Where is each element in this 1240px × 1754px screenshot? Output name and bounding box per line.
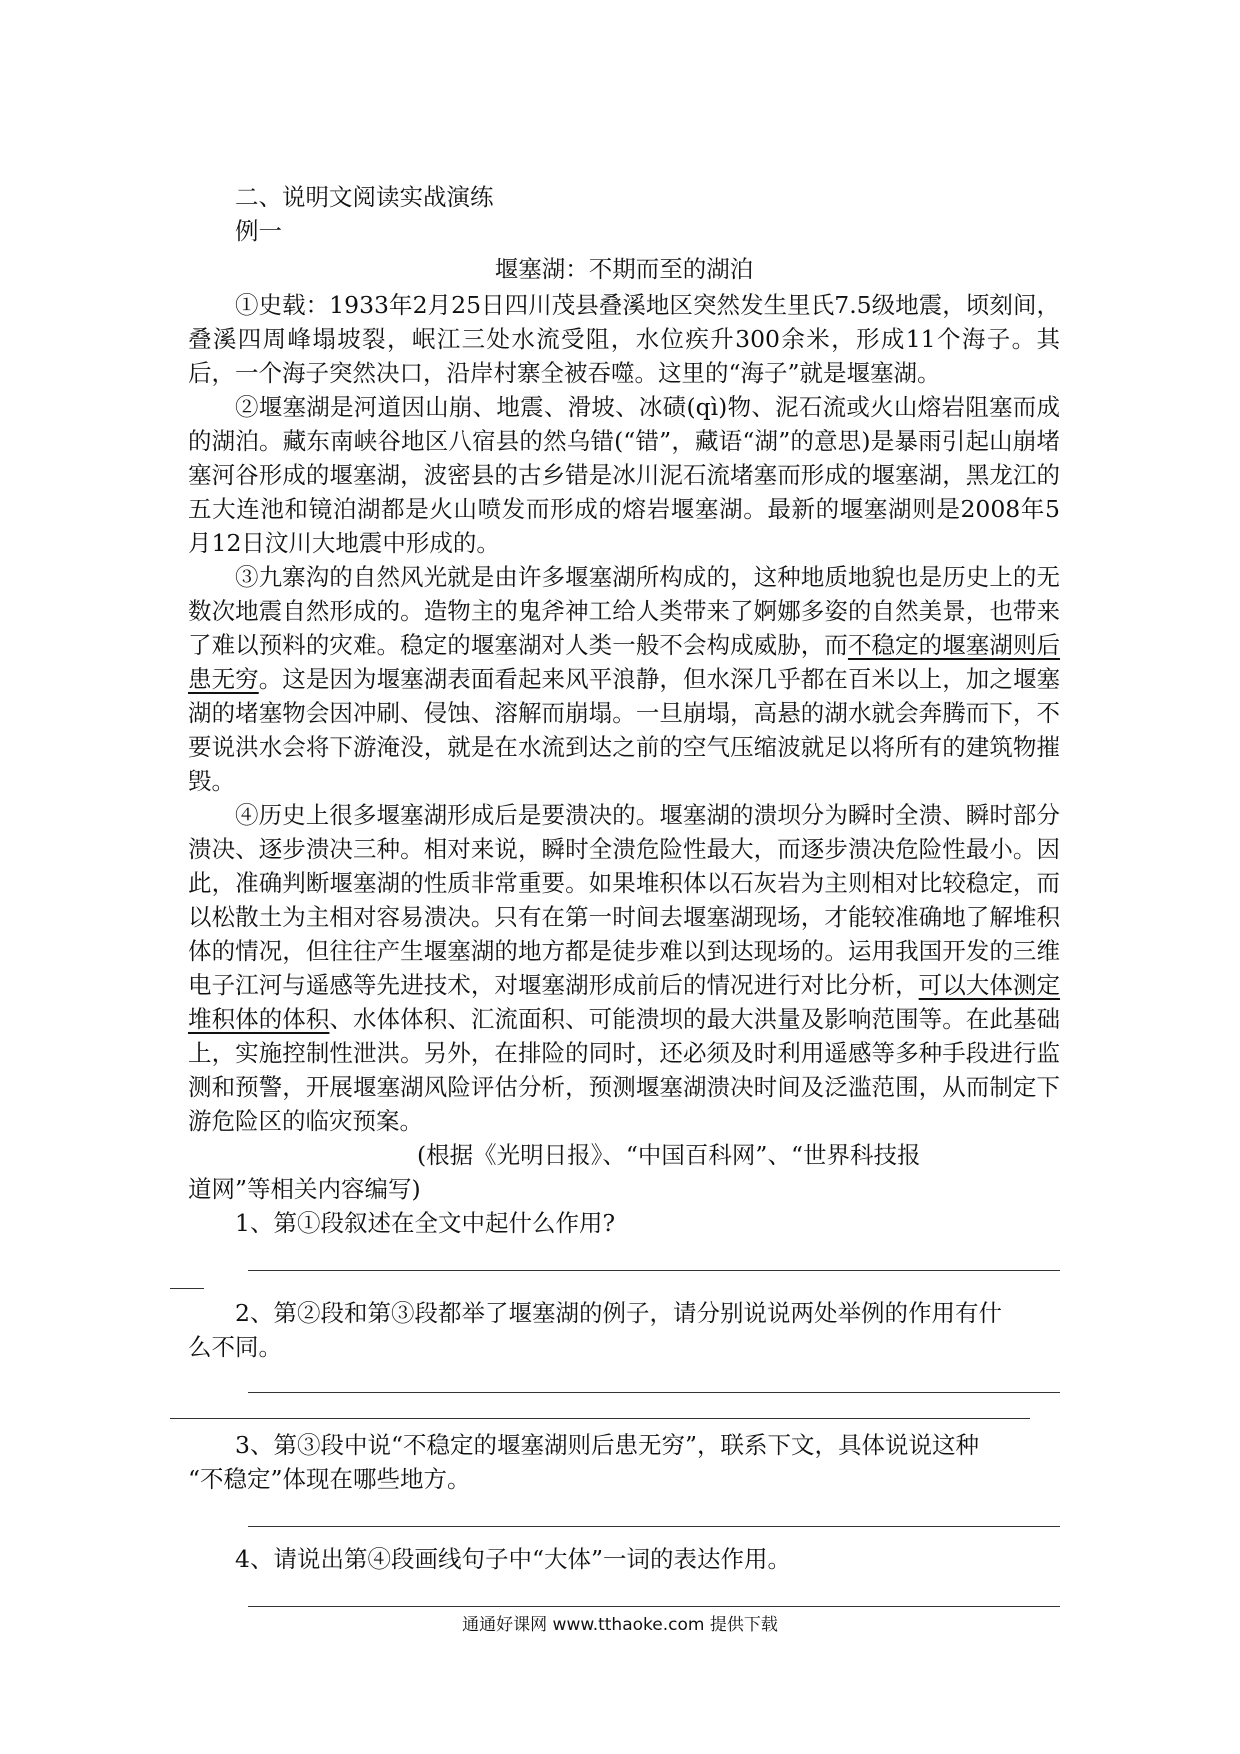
paragraph-3-text-b: 。这是因为堰塞湖表面看起来风平浪静，但水深几乎都在百米以上，加之堰塞湖的堵塞物会因冲刷、侵蚀、溶解而崩塌。一旦崩塌，高悬的湖水就会奔腾而下，不要说洪水会将下游淹没，就是在水流到达之前的空气压缩波就足以将所有的建筑物摧毁。 xyxy=(188,665,1061,795)
paragraph-3 xyxy=(188,560,1060,798)
answer-line xyxy=(248,1392,1060,1393)
paragraph-4-text-b: 、水体体积、汇流面积、可能溃坝的最大洪量及影响范围等。在此基础上，实施控制性泄洪。另外，在排险的同时，还必须及时利用遥感等多种手段进行监测和预警，开展堰塞湖风险评估分析，预测堰塞湖溃决时间及泛滥范围，从而制定下游危险区的临灾预案。 xyxy=(188,1005,1061,1135)
answer-line xyxy=(248,1270,1060,1271)
paragraph-1: ①史载：1933年2月25日四川茂县叠溪地区突然发生里氏7.5级地震，顷刻间，叠溪四周峰塌坡裂，岷江三处水流受阻，水位疾升300余米，形成11个海子。其后，一个海子突然决口，沿岸村寨全被吞噬。这里的“海子”就是堰塞湖。 xyxy=(188,291,1060,387)
footer-credit: 通通好课网 www.tthaoke.com 提供下载 xyxy=(462,1615,778,1635)
example-label: 例一 xyxy=(235,217,282,245)
paragraph-3-text-a: ③九寨沟的自然风光就是由许多堰塞湖所构成的，这种地质地貌也是历史上的无数次地震自然形成的。造物主的鬼斧神工给人类带来了婀娜多姿的自然美景，也带来了难以预料的灾难。稳定的堰塞湖对人类一般不会构成威胁，而 xyxy=(188,563,1060,659)
question-2 xyxy=(188,1296,1060,1364)
question-3-line-1: 3、第③段中说“不稳定的堰塞湖则后患无穷”，联系下文，具体说说这种 xyxy=(235,1431,979,1459)
underlined-sentence-1: 不稳定的堰塞湖则后患无穷 xyxy=(188,631,1061,693)
answer-line xyxy=(248,1526,1060,1527)
answer-line xyxy=(170,1288,204,1289)
question-3 xyxy=(188,1428,1060,1496)
paragraph-4-text-a: ④历史上很多堰塞湖形成后是要溃决的。堰塞湖的溃坝分为瞬时全溃、瞬时部分溃决、逐步溃决三种。相对来说，瞬时全溃危险性最大，而逐步溃决危险性最小。因此，准确判断堰塞湖的性质非常重要。如果堆积体以石灰岩为主则相对比较稳定，而以松散土为主相对容易溃决。只有在第一时间去堰塞湖现场，才能较准确地了解堆积体的情况，但往往产生堰塞湖的地方都是徒步难以到达现场的。运用我国开发的三维电子江河与遥感等先进技术，对堰塞湖形成前后的情况进行对比分析， xyxy=(188,801,1060,999)
question-2-line-1: 2、第②段和第③段都举了堰塞湖的例子，请分别说说两处举例的作用有什 xyxy=(235,1299,1002,1327)
question-2-line-2: 么不同。 xyxy=(188,1333,282,1361)
answer-line xyxy=(248,1606,1060,1607)
section-heading: 二、说明文阅读实战演练 xyxy=(235,183,494,211)
question-4: 4、请说出第④段画线句子中“大体”一词的表达作用。 xyxy=(235,1545,791,1573)
question-1: 1、第①段叙述在全文中起什么作用? xyxy=(235,1209,616,1237)
answer-area-1[interactable] xyxy=(188,1240,1060,1290)
source-note-line-1: (根据《光明日报》、“中国百科网”、“世界科技报 xyxy=(417,1141,921,1169)
answer-line xyxy=(170,1418,1030,1419)
paragraph-2: ②堰塞湖是河道因山崩、地震、滑坡、冰碛(qì)物、泥石流或火山熔岩阻塞而成的湖泊。藏东南峡谷地区八宿县的然乌错(“错”，藏语“湖”的意思)是暴雨引起山崩堵塞河谷形成的堰塞湖，波密县的古乡错是冰川泥石流堵塞而形成的堰塞湖，黑龙江的五大连池和镜泊湖都是火山喷发而形成的熔岩堰塞湖。最新的堰塞湖则是2008年5月12日汶川大地震中形成的。 xyxy=(188,393,1060,557)
document-body xyxy=(188,180,1060,1622)
answer-area-3[interactable] xyxy=(188,1496,1060,1542)
paragraph-4 xyxy=(188,798,1060,1138)
article-title: 堰塞湖：不期而至的湖泊 xyxy=(494,255,754,283)
underlined-sentence-2: 可以大体测定堆积体的体积 xyxy=(188,971,1061,1033)
source-note-line-2: 道网”等相关内容编写) xyxy=(188,1175,421,1203)
question-3-line-2: “不稳定”体现在哪些地方。 xyxy=(188,1465,471,1493)
answer-area-2[interactable] xyxy=(188,1364,1060,1428)
